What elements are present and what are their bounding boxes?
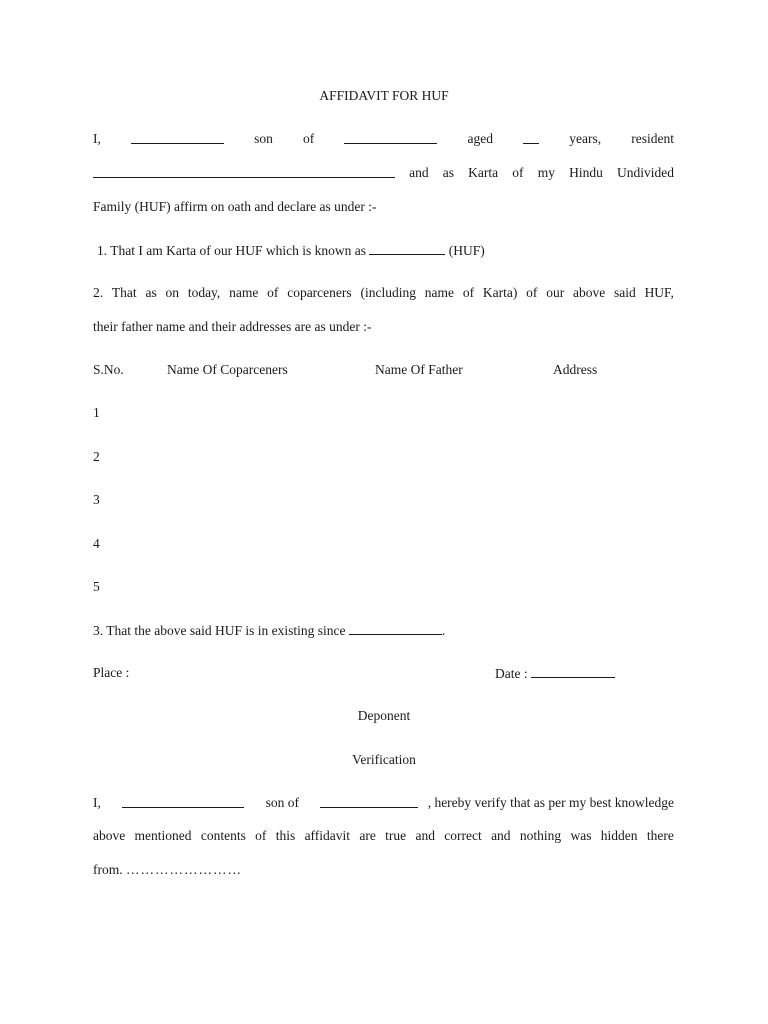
point-3-text: 3. That the above said HUF is in existing since (93, 623, 346, 638)
verification-word: , hereby verify that as per my best knowledge (427, 795, 674, 810)
intro-word: Hindu (569, 165, 603, 180)
table-row: 4 (93, 536, 100, 551)
intro-word: of (303, 131, 315, 146)
point-2-word: said (614, 285, 636, 300)
intro-word: resident (631, 131, 674, 146)
date-blank (531, 665, 615, 678)
verification-line-2 (93, 828, 674, 844)
table-row: 5 (93, 579, 100, 594)
point-2-word: of (462, 285, 475, 300)
point-1-text: 1. That I am Karta of our HUF which is known as (97, 243, 366, 258)
table-header-coparceners: Name Of Coparceners (167, 362, 288, 377)
point-2-word: of (526, 285, 538, 300)
verification-word: mentioned (134, 828, 192, 843)
verification-word: nothing (519, 828, 562, 843)
intro-line-2 (93, 165, 674, 181)
point-2-word: our (546, 285, 565, 300)
intro-word: and (409, 165, 429, 180)
point-2-word: today, (187, 285, 221, 300)
verification-word: are (359, 828, 376, 843)
intro-word: aged (467, 131, 493, 146)
point-2-word: name (229, 285, 259, 300)
intro-word: my (537, 165, 555, 180)
verification-line-3 (93, 862, 242, 878)
verification-heading: Verification (352, 752, 416, 767)
table-header-address: Address (553, 362, 598, 377)
verification-word: there (646, 828, 674, 843)
point-2-word: on (165, 285, 180, 300)
verification-word: son of (265, 795, 299, 810)
date-field (495, 665, 615, 682)
intro-word: years, (569, 131, 602, 146)
point-2-word: That (111, 285, 137, 300)
residence-blank (93, 165, 395, 178)
point-2-line-1 (93, 285, 674, 301)
document-title: AFFIDAVIT FOR HUF (319, 88, 449, 103)
verification-word: correct (444, 828, 482, 843)
point-2-word: as (145, 285, 157, 300)
table-row: 1 (93, 405, 100, 420)
table-row: 3 (93, 492, 100, 507)
huf-name-blank (369, 242, 445, 255)
intro-word: Undivided (616, 165, 674, 180)
verification-word: above (93, 828, 126, 843)
intro-line-1 (93, 131, 674, 147)
point-2-line-2: their father name and their addresses are as under :- (93, 319, 372, 334)
point-2-word: coparceners (287, 285, 352, 300)
verification-word: contents (200, 828, 246, 843)
verifier-name-blank (122, 795, 244, 808)
point-2-word: above (572, 285, 606, 300)
name-blank (131, 131, 224, 144)
verifier-father-blank (320, 795, 418, 808)
place-label: Place : (93, 665, 130, 680)
point-3 (93, 622, 445, 639)
verification-word: of (255, 828, 267, 843)
verification-line-1 (93, 795, 674, 811)
table-header-sno: S.No. (93, 362, 124, 377)
date-label: Date : (495, 666, 528, 681)
intro-word: as (442, 165, 455, 180)
table-header-father: Name Of Father (375, 362, 463, 377)
intro-word: Karta (468, 165, 499, 180)
verification-word: true (385, 828, 407, 843)
point-2-word: of (267, 285, 279, 300)
since-date-blank (349, 622, 442, 635)
point-1 (97, 242, 485, 259)
intro-line-3: Family (HUF) affirm on oath and declare as under :- (93, 199, 377, 214)
verification-word: was (570, 828, 592, 843)
verification-word: from. (93, 862, 123, 877)
intro-word: son (254, 131, 273, 146)
signature-dots: …………………… (126, 862, 242, 877)
point-2-word: Karta) (482, 285, 518, 300)
point-3-suffix: . (441, 623, 446, 638)
intro-word: I, (93, 131, 101, 146)
point-1-suffix: (HUF) (448, 243, 485, 258)
deponent-label: Deponent (357, 708, 411, 723)
point-2-word: 2. (93, 285, 104, 300)
point-2-word: HUF, (644, 285, 674, 300)
verification-word: this (275, 828, 296, 843)
point-2-word: name (424, 285, 455, 300)
verification-word: and (491, 828, 511, 843)
verification-word: affidavit (304, 828, 351, 843)
table-row: 2 (93, 449, 100, 464)
point-2-word: (including (360, 285, 416, 300)
verification-word: and (415, 828, 435, 843)
age-blank (523, 131, 539, 144)
verification-word: hidden (600, 828, 638, 843)
verification-word: I, (93, 795, 101, 810)
intro-word: of (512, 165, 524, 180)
father-name-blank (344, 131, 437, 144)
